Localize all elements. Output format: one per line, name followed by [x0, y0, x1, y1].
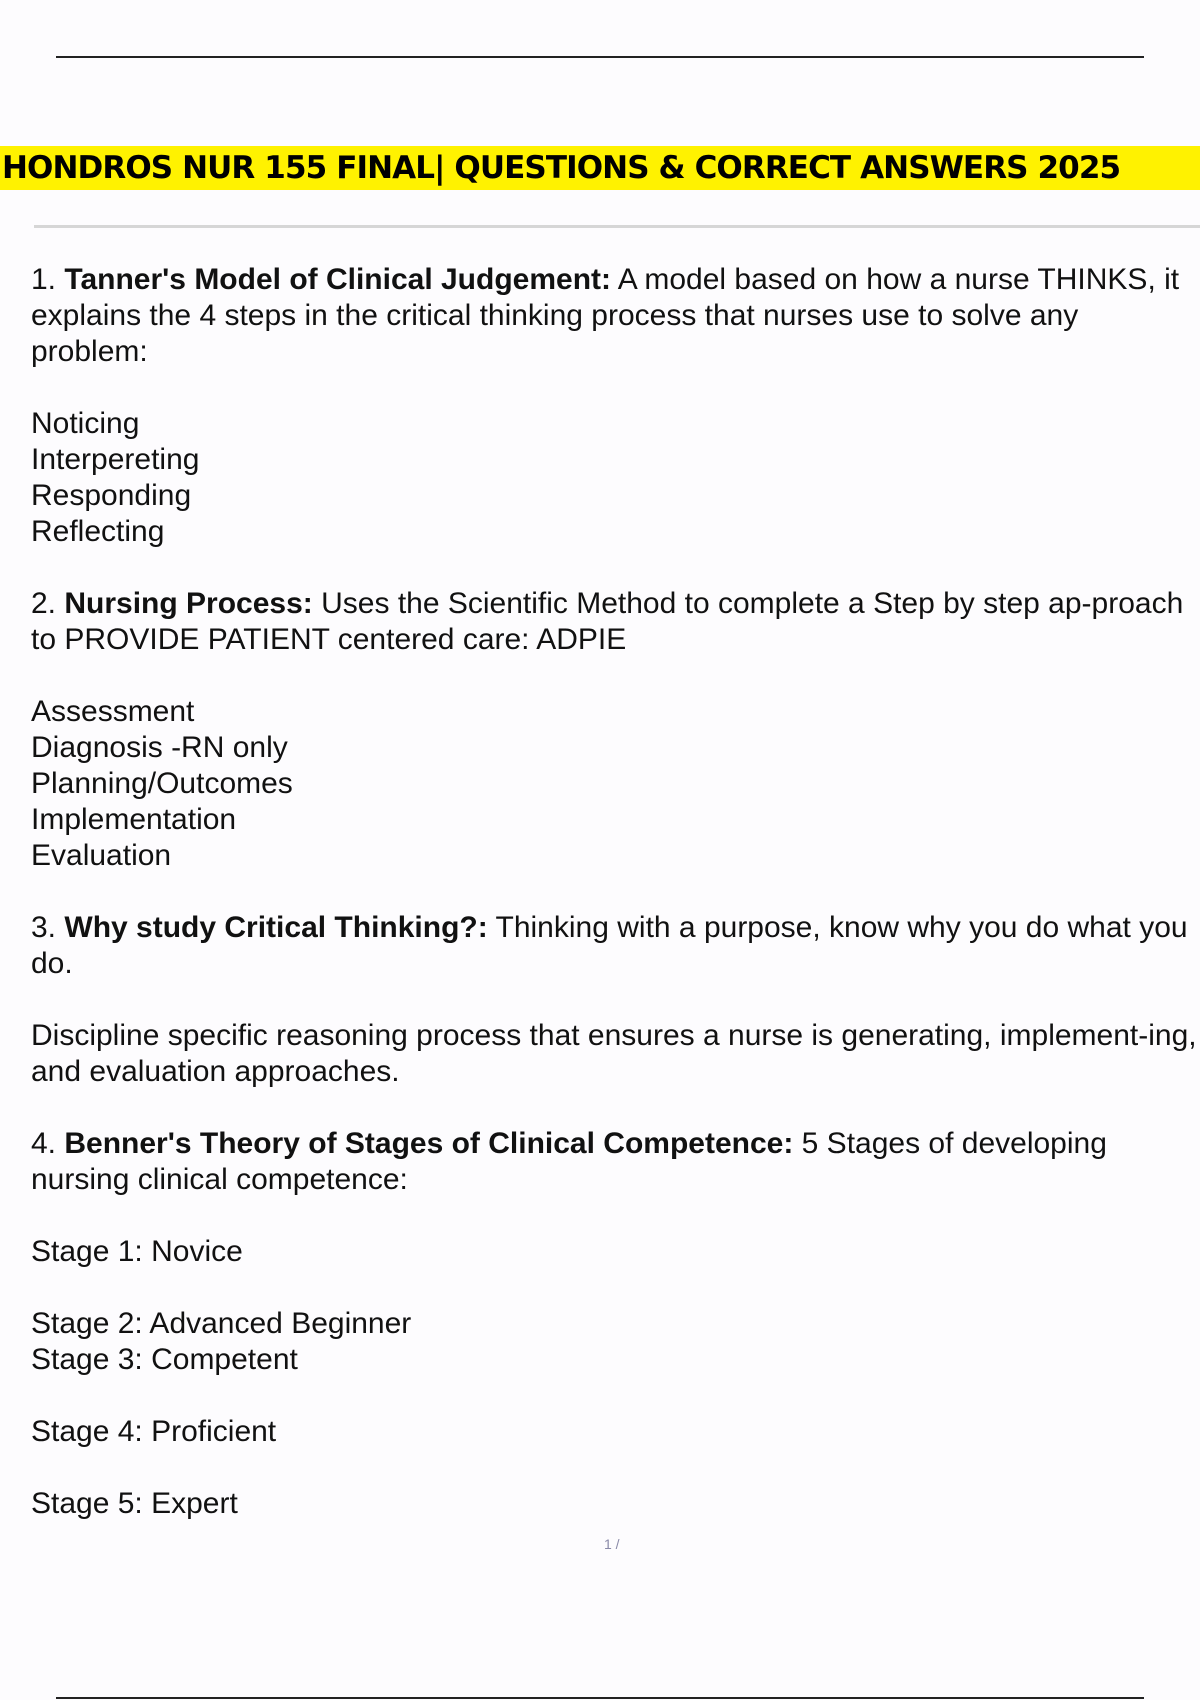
qa-item-2: [31, 586, 1200, 874]
qa-item-4-number: 4.: [31, 1127, 57, 1160]
list-item: Assessment: [31, 695, 195, 728]
qa-item-3-number: 3.: [31, 911, 57, 944]
stage-item: Stage 2: Advanced Beginner: [31, 1307, 412, 1340]
qa-item-3-text: [31, 910, 1200, 982]
stage-item: Stage 5: Expert: [31, 1487, 238, 1520]
qa-item-1-number: 1.: [31, 263, 57, 296]
stage-item: Stage 3: Competent: [31, 1343, 298, 1376]
title-divider: [34, 225, 1200, 228]
stage-item: Stage 1: Novice: [31, 1235, 243, 1268]
qa-item-3-definition: Thinking with a purpose, know why you do what you do.: [31, 911, 1188, 980]
document-title: HONDROS NUR 155 FINAL| QUESTIONS & CORRECT ANSWERS 2025: [2, 150, 1121, 186]
qa-item-2-definition: Uses the Scientific Method to complete a Step by step ap-proach to PROVIDE PATIENT centered care: ADPIE: [31, 587, 1184, 656]
list-item: Diagnosis -RN only: [31, 731, 288, 764]
qa-item-4-text: [31, 1126, 1200, 1198]
stage-item: Stage 4: Proficient: [31, 1415, 277, 1448]
page-number: 1 /: [604, 1536, 620, 1552]
top-rule: [56, 56, 1144, 58]
bottom-rule: [56, 1697, 1144, 1699]
qa-item-1-text: [31, 262, 1200, 370]
qa-item-4-definition: 5 Stages of developing nursing clinical competence:: [31, 1127, 1107, 1196]
qa-item-1: [31, 262, 1200, 550]
qa-item-3-extra: Discipline specific reasoning process that ensures a nurse is generating, implement-ing, and evaluation approaches.: [31, 1019, 1197, 1088]
qa-item-3: [31, 910, 1200, 1090]
qa-item-4: [31, 1126, 1200, 1522]
list-item: Responding: [31, 479, 192, 512]
document-body: [31, 262, 1200, 1558]
list-item: Planning/Outcomes: [31, 767, 293, 800]
qa-item-1-term: Tanner's Model of Clinical Judgement:: [64, 263, 612, 296]
qa-item-2-text: [31, 586, 1200, 658]
title-highlight: [0, 146, 1200, 190]
list-item: Reflecting: [31, 515, 165, 548]
qa-item-3-term: Why study Critical Thinking?:: [64, 911, 488, 944]
list-item: Noticing: [31, 407, 140, 440]
qa-item-2-number: 2.: [31, 587, 57, 620]
list-item: Implementation: [31, 803, 237, 836]
qa-item-2-term: Nursing Process:: [64, 587, 313, 620]
qa-item-4-term: Benner's Theory of Stages of Clinical Competence:: [64, 1127, 794, 1160]
qa-item-1-definition: A model based on how a nurse THINKS, it explains the 4 steps in the critical thinking process that nurses use to solve any problem:: [31, 263, 1180, 368]
list-item: Interpereting: [31, 443, 200, 476]
list-item: Evaluation: [31, 839, 172, 872]
